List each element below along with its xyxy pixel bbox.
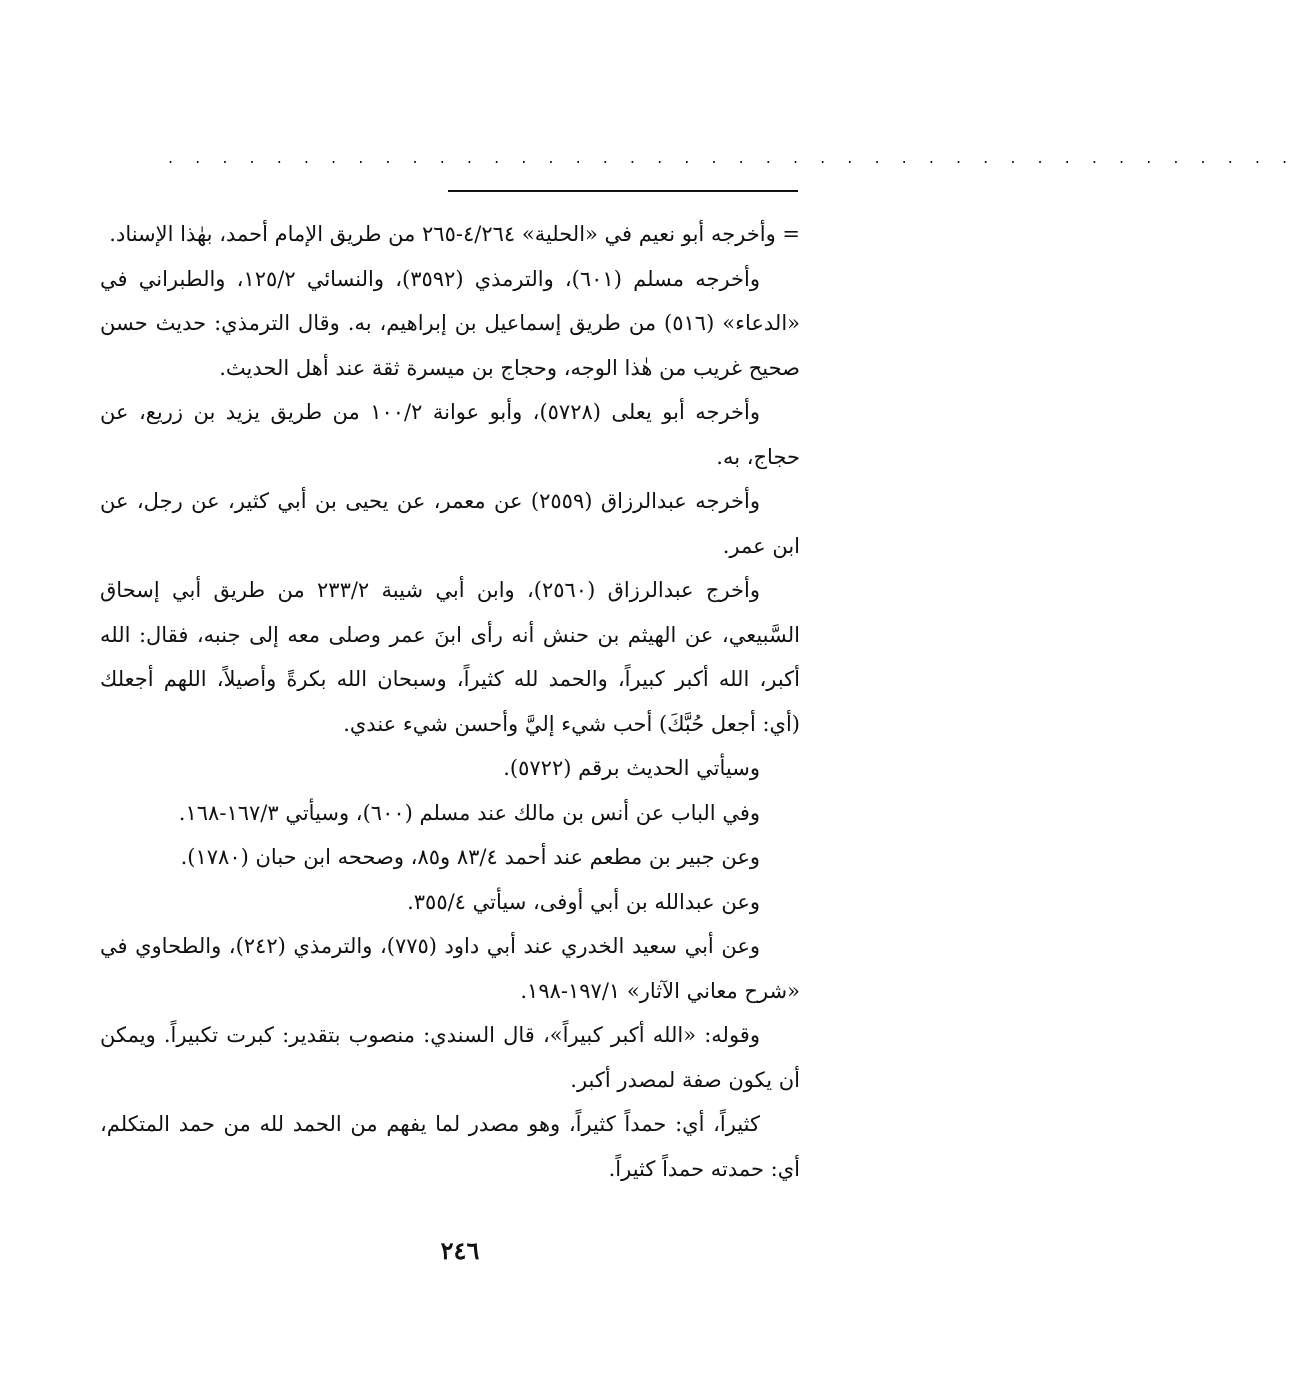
- footnote-paragraph: وقوله: «الله أكبر كبيراً»، قال السندي: منصوب بتقدير: كبرت تكبيراً. ويمكن أن يكون صفة لمصدر أكبر.: [100, 1023, 800, 1092]
- footnote-paragraph: = وأخرجه أبو نعيم في «الحلية» ٤/٢٦٤-٢٦٥ من طريق الإمام أحمد، بهٰذا الإسناد.: [109, 222, 800, 246]
- footnote-paragraph: وعن أبي سعيد الخدري عند أبي داود (٧٧٥)، والترمذي (٢٤٢)، والطحاوي في «شرح معاني الآثار» ١٩٧/١-١٩٨.: [100, 934, 800, 1003]
- footnotes-section: [100, 212, 800, 1191]
- footnote-paragraph: وسيأتي الحديث برقم (٥٧٢٢).: [503, 756, 760, 780]
- footnote-paragraph: وفي الباب عن أنس بن مالك عند مسلم (٦٠٠)، وسيأتي ١٦٧/٣-١٦٨.: [178, 800, 760, 825]
- footnote-paragraph: وأخرجه عبدالرزاق (٢٥٥٩) عن معمر، عن يحيى بن أبي كثير، عن رجل، عن ابن عمر.: [100, 489, 800, 558]
- dotted-separator: . . . . . . . . . . . . . . . . . . . . . . . . . . . . . . . . . . . . . . . . . .: [168, 148, 1296, 167]
- footnote-rule: [448, 190, 798, 192]
- footnote-paragraph: وأخرجه مسلم (٦٠١)، والترمذي (٣٥٩٢)، والنسائي ١٢٥/٢، والطبراني في «الدعاء» (٥١٦) من طريق إسماعيل بن إبراهيم، به. وقال الترمذي: حديث حسن صحيح غريب من هٰذا الوجه، وحجاج بن ميسرة ثقة عند أهل الحديث.: [100, 266, 801, 380]
- footnote-paragraph: وأخرجه أبو يعلى (٥٧٢٨)، وأبو عوانة ١٠٠/٢ من طريق يزيد بن زريع، عن حجاج، به.: [100, 400, 800, 469]
- footnote-paragraph: وعن عبدالله بن أبي أوفى، سيأتي ٣٥٥/٤.: [407, 889, 760, 914]
- footnote-paragraph: كثيراً، أي: حمداً كثيراً، وهو مصدر لما يفهم من الحمد لله من حمد المتكلم، أي: حمدته حمداً كثيراً.: [100, 1112, 800, 1181]
- footnote-paragraph: وعن جبير بن مطعم عند أحمد ٨٣/٤ و٨٥، وصححه ابن حبان (١٧٨٠).: [180, 845, 760, 869]
- footnote-paragraph: وأخرج عبدالرزاق (٢٥٦٠)، وابن أبي شيبة ٢٣٣/٢ من طريق أبي إسحاق السَّبيعي، عن الهيثم بن حنش أنه رأى ابنَ عمر وصلى معه إلى جنبه، فقال: الله أكبر، الله أكبر كبيراً، والحمد لله كثيراً، وسبحان الله بكرةً وأصيلاً، اللهم أجعلك (أي: أجعل حُبَّكَ) أحب شيء إليَّ وأحسن شيء عندي.: [100, 578, 800, 736]
- page-number: ٢٤٦: [440, 1236, 480, 1265]
